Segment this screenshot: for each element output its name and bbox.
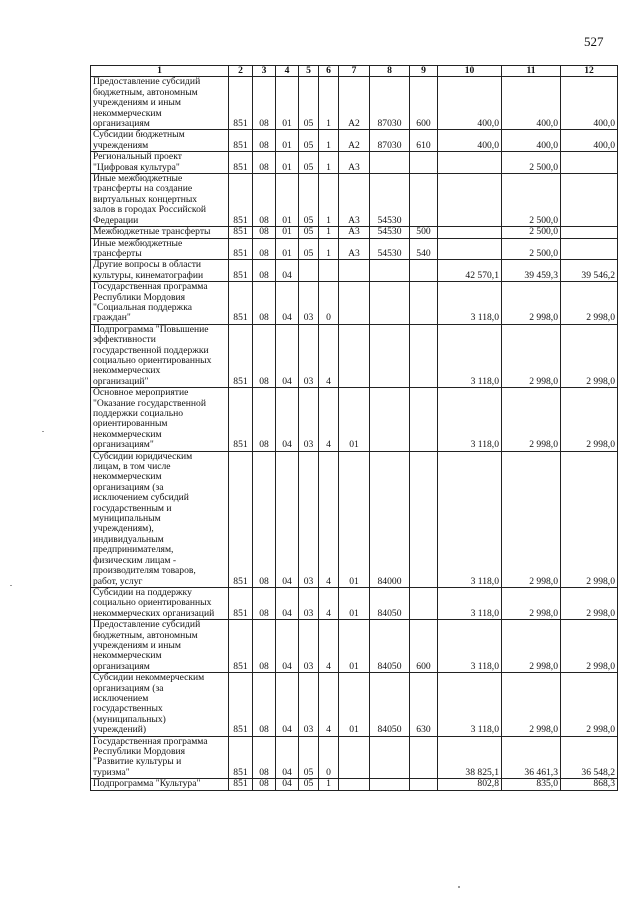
amount-cell <box>561 152 618 174</box>
row-name: Государственная программа Республики Мордовия "Социальная поддержка граждан" <box>91 282 229 325</box>
code-cell: 05 <box>299 736 319 779</box>
code-cell: 600 <box>410 77 438 130</box>
amount-cell: 2 998,0 <box>502 587 561 619</box>
code-cell: 03 <box>299 451 319 587</box>
amount-cell: 2 500,0 <box>502 152 561 174</box>
code-cell: 08 <box>253 324 276 387</box>
table-row <box>91 238 618 260</box>
amount-cell: 400,0 <box>502 130 561 152</box>
table-row <box>91 620 618 673</box>
code-cell: 851 <box>229 130 253 152</box>
col-header: 9 <box>410 66 438 77</box>
code-cell: 08 <box>253 587 276 619</box>
amount-cell <box>561 174 618 227</box>
code-cell: A3 <box>339 227 370 238</box>
code-cell: 05 <box>299 77 319 130</box>
code-cell: 851 <box>229 324 253 387</box>
page-number: 527 <box>584 34 604 49</box>
code-cell: 01 <box>276 152 299 174</box>
table-row <box>91 673 618 736</box>
table-row <box>91 779 618 790</box>
code-cell: 87030 <box>370 77 410 130</box>
code-cell <box>410 260 438 282</box>
amount-cell: 3 118,0 <box>438 388 502 451</box>
code-cell: 851 <box>229 260 253 282</box>
amount-cell <box>561 227 618 238</box>
amount-cell <box>561 238 618 260</box>
code-cell: 851 <box>229 736 253 779</box>
code-cell: 01 <box>339 451 370 587</box>
code-cell: 0 <box>319 282 339 325</box>
amount-cell: 400,0 <box>561 77 618 130</box>
code-cell: A3 <box>339 238 370 260</box>
code-cell: 540 <box>410 238 438 260</box>
code-cell <box>410 736 438 779</box>
code-cell: 03 <box>299 282 319 325</box>
amount-cell: 2 998,0 <box>502 451 561 587</box>
code-cell: A2 <box>339 130 370 152</box>
code-cell: 84050 <box>370 620 410 673</box>
code-cell <box>410 388 438 451</box>
code-cell: 1 <box>319 227 339 238</box>
code-cell: 08 <box>253 227 276 238</box>
col-header: 7 <box>339 66 370 77</box>
table-row <box>91 282 618 325</box>
table-row <box>91 77 618 130</box>
code-cell <box>370 736 410 779</box>
amount-cell: 2 998,0 <box>502 388 561 451</box>
code-cell: 08 <box>253 388 276 451</box>
scan-speck <box>458 886 460 888</box>
code-cell: 05 <box>299 152 319 174</box>
code-cell: 08 <box>253 779 276 790</box>
row-name: Субсидии юридическим лицам, в том числе некоммерческим организациям (за исключением субсидий государственным и муниципальным учреждениям), индивидуальным предпринимателям, физическим лицам - производителям товаров, работ, услуг <box>91 451 229 587</box>
code-cell: 03 <box>299 388 319 451</box>
table-row <box>91 736 618 779</box>
code-cell <box>339 324 370 387</box>
code-cell: 04 <box>276 388 299 451</box>
code-cell: 4 <box>319 673 339 736</box>
amount-cell: 2 998,0 <box>502 324 561 387</box>
col-header: 4 <box>276 66 299 77</box>
row-name: Основное мероприятие "Оказание государственной поддержки социально ориентированным некоммерческим организациям" <box>91 388 229 451</box>
amount-cell: 2 998,0 <box>502 673 561 736</box>
code-cell: 08 <box>253 736 276 779</box>
code-cell: 54530 <box>370 227 410 238</box>
code-cell: 01 <box>276 77 299 130</box>
code-cell: 08 <box>253 451 276 587</box>
code-cell: 04 <box>276 673 299 736</box>
amount-cell: 2 998,0 <box>561 324 618 387</box>
code-cell: 05 <box>299 779 319 790</box>
row-name: Иные межбюджетные трансферты <box>91 238 229 260</box>
code-cell: 1 <box>319 779 339 790</box>
code-cell: 01 <box>339 620 370 673</box>
code-cell: 03 <box>299 673 319 736</box>
code-cell: 01 <box>339 388 370 451</box>
code-cell: A2 <box>339 77 370 130</box>
code-cell <box>339 282 370 325</box>
code-cell: 08 <box>253 620 276 673</box>
amount-cell: 36 548,2 <box>561 736 618 779</box>
amount-cell: 400,0 <box>438 130 502 152</box>
code-cell <box>339 736 370 779</box>
amount-cell: 2 500,0 <box>502 174 561 227</box>
code-cell: 08 <box>253 152 276 174</box>
amount-cell: 2 998,0 <box>561 587 618 619</box>
amount-cell: 36 461,3 <box>502 736 561 779</box>
code-cell: 04 <box>276 620 299 673</box>
code-cell: 1 <box>319 152 339 174</box>
row-name: Региональный проект "Цифровая культура" <box>91 152 229 174</box>
code-cell: 0 <box>319 736 339 779</box>
amount-cell: 2 998,0 <box>561 673 618 736</box>
code-cell <box>319 260 339 282</box>
row-name: Субсидии бюджетным учреждениям <box>91 130 229 152</box>
code-cell: 04 <box>276 736 299 779</box>
code-cell: 851 <box>229 238 253 260</box>
code-cell <box>410 282 438 325</box>
code-cell <box>370 388 410 451</box>
amount-cell: 2 998,0 <box>502 620 561 673</box>
code-cell: 08 <box>253 77 276 130</box>
code-cell: 4 <box>319 451 339 587</box>
code-cell: 04 <box>276 282 299 325</box>
code-cell <box>370 282 410 325</box>
amount-cell: 2 998,0 <box>561 282 618 325</box>
code-cell: 1 <box>319 238 339 260</box>
code-cell: 1 <box>319 77 339 130</box>
table-row <box>91 152 618 174</box>
table-row <box>91 451 618 587</box>
code-cell <box>410 587 438 619</box>
table-row <box>91 324 618 387</box>
code-cell: 851 <box>229 779 253 790</box>
row-name: Предоставление субсидий бюджетным, автономным учреждениям и иным некоммерческим организациям <box>91 620 229 673</box>
row-name: Государственная программа Республики Мордовия "Развитие культуры и туризма" <box>91 736 229 779</box>
code-cell: 08 <box>253 238 276 260</box>
code-cell: 851 <box>229 620 253 673</box>
code-cell <box>370 260 410 282</box>
amount-cell: 3 118,0 <box>438 620 502 673</box>
code-cell: 500 <box>410 227 438 238</box>
code-cell: 01 <box>276 130 299 152</box>
amount-cell: 39 546,2 <box>561 260 618 282</box>
col-header: 12 <box>561 66 618 77</box>
code-cell: 04 <box>276 451 299 587</box>
code-cell: 4 <box>319 324 339 387</box>
amount-cell: 3 118,0 <box>438 673 502 736</box>
code-cell: A3 <box>339 174 370 227</box>
code-cell: 1 <box>319 174 339 227</box>
amount-cell: 2 500,0 <box>502 238 561 260</box>
code-cell <box>410 174 438 227</box>
table-row <box>91 587 618 619</box>
col-header: 3 <box>253 66 276 77</box>
code-cell: 851 <box>229 388 253 451</box>
row-name: Межбюджетные трансферты <box>91 227 229 238</box>
amount-cell: 2 500,0 <box>502 227 561 238</box>
row-name: Подпрограмма "Культура" <box>91 779 229 790</box>
code-cell <box>370 779 410 790</box>
code-cell: A3 <box>339 152 370 174</box>
table-row <box>91 260 618 282</box>
code-cell <box>339 260 370 282</box>
code-cell <box>370 152 410 174</box>
code-cell: 54530 <box>370 174 410 227</box>
row-name: Предоставление субсидий бюджетным, автономным учреждениям и иным некоммерческим организациям <box>91 77 229 130</box>
row-name: Субсидии на поддержку социально ориентированных некоммерческих организаций <box>91 587 229 619</box>
amount-cell: 868,3 <box>561 779 618 790</box>
amount-cell: 3 118,0 <box>438 324 502 387</box>
amount-cell: 2 998,0 <box>502 282 561 325</box>
code-cell: 4 <box>319 587 339 619</box>
row-name: Иные межбюджетные трансферты на создание виртуальных концертных залов в городах Российской Федерации <box>91 174 229 227</box>
code-cell: 610 <box>410 130 438 152</box>
amount-cell: 400,0 <box>561 130 618 152</box>
code-cell: 4 <box>319 620 339 673</box>
code-cell: 851 <box>229 451 253 587</box>
table-row <box>91 174 618 227</box>
col-header: 10 <box>438 66 502 77</box>
row-name: Субсидии некоммерческим организациям (за исключением государственных (муниципальных) учреждений) <box>91 673 229 736</box>
code-cell: 630 <box>410 673 438 736</box>
amount-cell: 3 118,0 <box>438 451 502 587</box>
code-cell <box>410 152 438 174</box>
amount-cell: 42 570,1 <box>438 260 502 282</box>
code-cell: 01 <box>339 587 370 619</box>
col-header: 2 <box>229 66 253 77</box>
code-cell: 851 <box>229 673 253 736</box>
code-cell: 04 <box>276 779 299 790</box>
code-cell: 851 <box>229 174 253 227</box>
budget-table <box>90 65 618 791</box>
code-cell: 08 <box>253 282 276 325</box>
code-cell: 03 <box>299 324 319 387</box>
row-name: Другие вопросы в области культуры, кинематографии <box>91 260 229 282</box>
code-cell: 600 <box>410 620 438 673</box>
col-header: 6 <box>319 66 339 77</box>
code-cell: 851 <box>229 587 253 619</box>
scan-speck <box>10 585 12 586</box>
code-cell: 05 <box>299 227 319 238</box>
code-cell <box>339 779 370 790</box>
code-cell: 851 <box>229 77 253 130</box>
code-cell <box>410 451 438 587</box>
code-cell: 05 <box>299 238 319 260</box>
amount-cell: 38 825,1 <box>438 736 502 779</box>
code-cell: 03 <box>299 587 319 619</box>
header-row <box>91 66 618 77</box>
code-cell: 87030 <box>370 130 410 152</box>
amount-cell: 2 998,0 <box>561 620 618 673</box>
code-cell: 04 <box>276 324 299 387</box>
amount-cell <box>438 227 502 238</box>
col-header: 5 <box>299 66 319 77</box>
code-cell <box>370 324 410 387</box>
code-cell <box>410 324 438 387</box>
code-cell: 03 <box>299 620 319 673</box>
code-cell: 01 <box>276 174 299 227</box>
amount-cell <box>438 238 502 260</box>
code-cell: 04 <box>276 260 299 282</box>
code-cell: 05 <box>299 174 319 227</box>
code-cell: 1 <box>319 130 339 152</box>
col-header: 1 <box>91 66 229 77</box>
amount-cell <box>438 152 502 174</box>
code-cell: 08 <box>253 673 276 736</box>
amount-cell: 802,8 <box>438 779 502 790</box>
code-cell: 08 <box>253 130 276 152</box>
code-cell: 08 <box>253 260 276 282</box>
code-cell: 851 <box>229 227 253 238</box>
code-cell: 851 <box>229 282 253 325</box>
code-cell: 01 <box>276 238 299 260</box>
col-header: 8 <box>370 66 410 77</box>
code-cell: 01 <box>276 227 299 238</box>
amount-cell: 3 118,0 <box>438 282 502 325</box>
code-cell: 54530 <box>370 238 410 260</box>
row-name: Подпрограмма "Повышение эффективности государственной поддержки социально ориентированных некоммерческих организаций" <box>91 324 229 387</box>
amount-cell: 400,0 <box>438 77 502 130</box>
amount-cell <box>438 174 502 227</box>
scan-speck <box>42 431 44 432</box>
amount-cell: 2 998,0 <box>561 451 618 587</box>
code-cell: 08 <box>253 174 276 227</box>
amount-cell: 39 459,3 <box>502 260 561 282</box>
table-row <box>91 388 618 451</box>
code-cell: 01 <box>339 673 370 736</box>
code-cell: 84050 <box>370 673 410 736</box>
table-row <box>91 130 618 152</box>
code-cell: 84050 <box>370 587 410 619</box>
code-cell <box>410 779 438 790</box>
code-cell: 851 <box>229 152 253 174</box>
col-header: 11 <box>502 66 561 77</box>
table-row <box>91 227 618 238</box>
amount-cell: 2 998,0 <box>561 388 618 451</box>
amount-cell: 3 118,0 <box>438 587 502 619</box>
code-cell: 04 <box>276 587 299 619</box>
code-cell: 05 <box>299 130 319 152</box>
code-cell: 4 <box>319 388 339 451</box>
code-cell: 84000 <box>370 451 410 587</box>
code-cell <box>299 260 319 282</box>
amount-cell: 400,0 <box>502 77 561 130</box>
amount-cell: 835,0 <box>502 779 561 790</box>
